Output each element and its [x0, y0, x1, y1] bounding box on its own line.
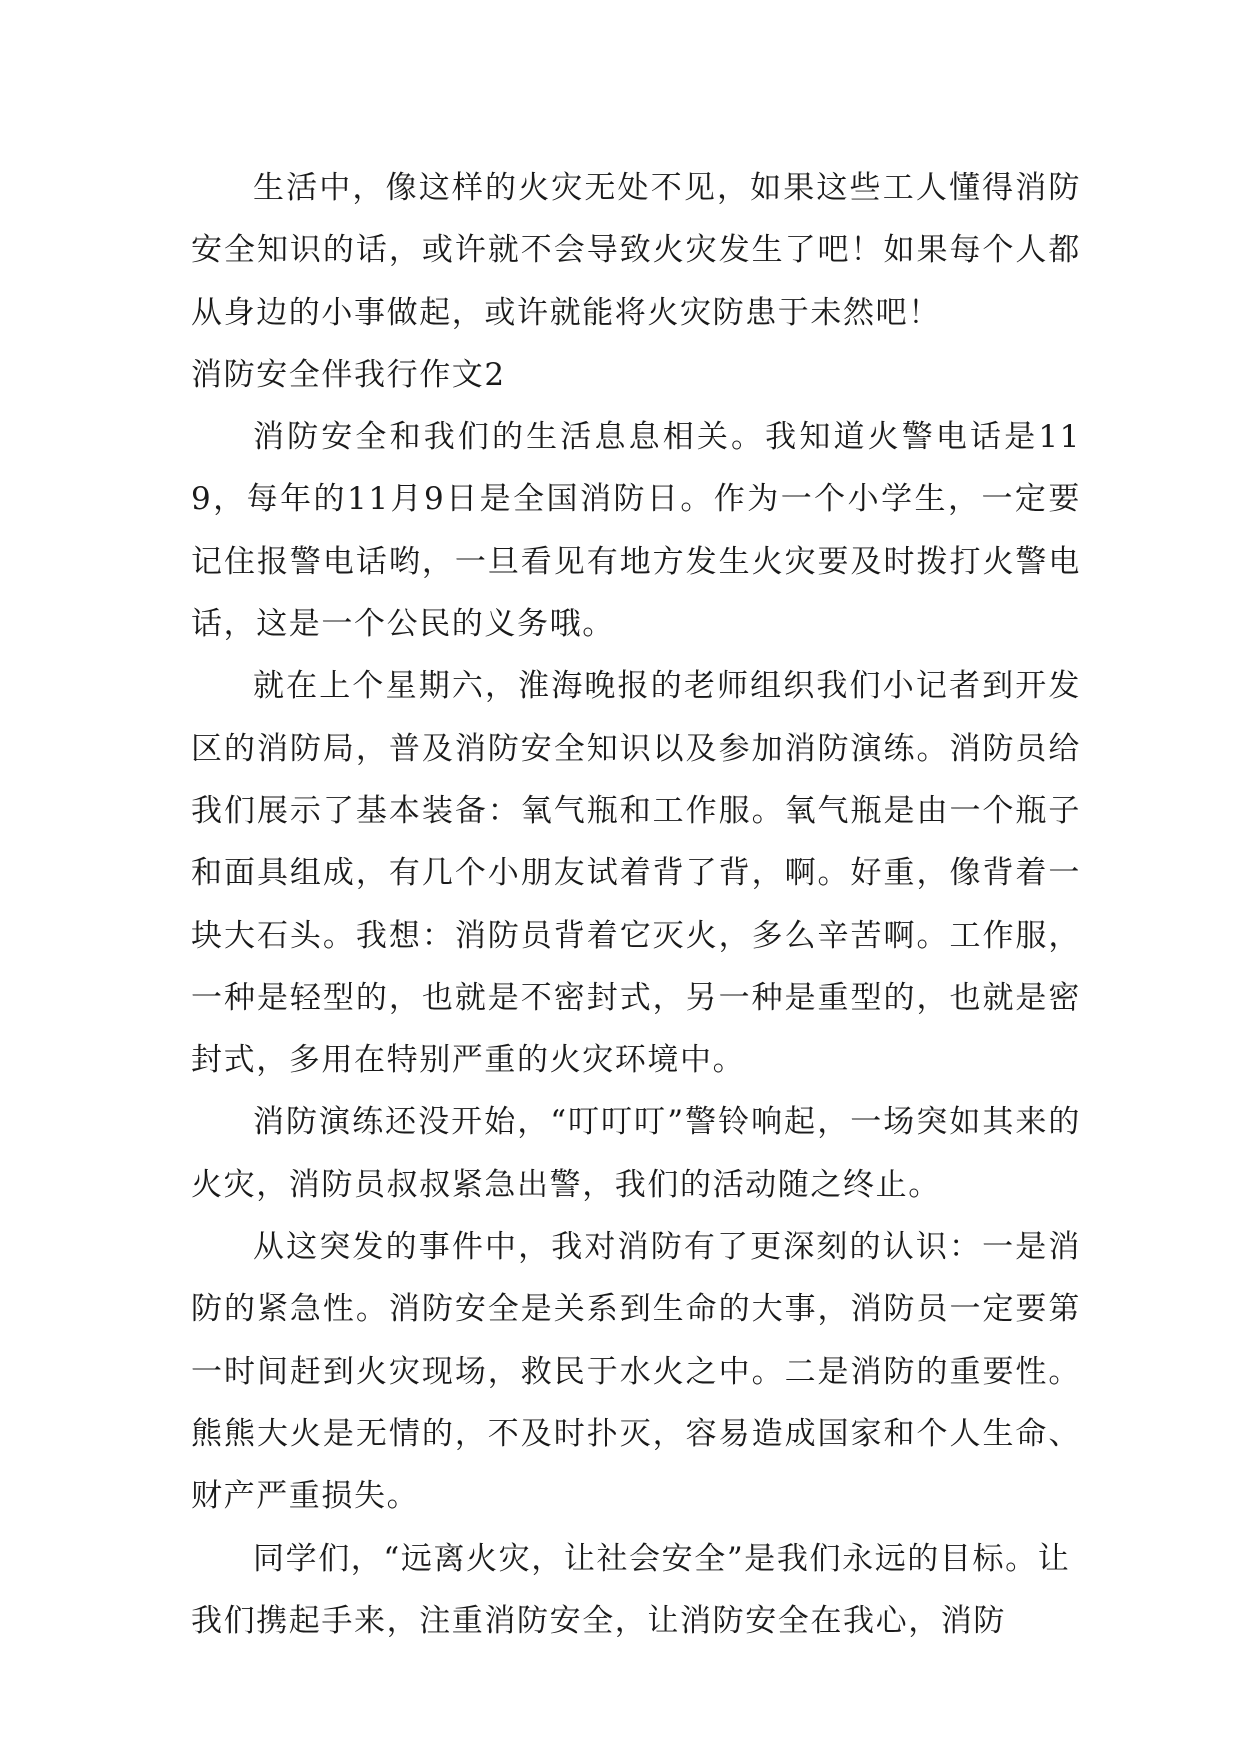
section-title: 消防安全伴我行作文2 [191, 356, 506, 393]
paragraph-1: 消防安全和我们的生活息息相关。我知道火警电话是119，每年的11月9日是全国消防日。作为一个小学生，一定要记住报警电话哟，一旦看见有地方发生火灾要及时拨打火警电话，这是一个公民的义务哦。 [191, 419, 1081, 643]
paragraph-intro: 生活中，像这样的火灾无处不见，如果这些工人懂得消防安全知识的话，或许就不会导致火灾发生了吧！如果每个人都从身边的小事做起，或许就能将火灾防患于未然吧！ [191, 170, 1081, 331]
paragraph-4: 从这突发的事件中，我对消防有了更深刻的认识：一是消防的紧急性。消防安全是关系到生命的大事，消防员一定要第一时间赶到火灾现场，救民于水火之中。二是消防的重要性。熊熊大火是无情的，不及时扑灭，容易造成国家和个人生命、财产严重损失。 [191, 1229, 1081, 1515]
paragraph-3: 消防演练还没开始，“叮叮叮”警铃响起，一场突如其来的火灾，消防员叔叔紧急出警，我们的活动随之终止。 [191, 1104, 1081, 1203]
paragraph-2: 就在上个星期六，淮海晚报的老师组织我们小记者到开发区的消防局，普及消防安全知识以及参加消防演练。消防员给我们展示了基本装备：氧气瓶和工作服。氧气瓶是由一个瓶子和面具组成，有几个小朋友试着背了背，啊。好重，像背着一块大石头。我想：消防员背着它灭火，多么辛苦啊。工作服，一种是轻型的，也就是不密封式，另一种是重型的，也就是密封式，多用在特别严重的火灾环境中。 [191, 668, 1081, 1079]
paragraph-5: 同学们，“远离火灾，让社会安全”是我们永远的目标。让我们携起手来，注重消防安全，让消防安全在我心，消防 [191, 1540, 1071, 1639]
document-body [191, 157, 1081, 1652]
